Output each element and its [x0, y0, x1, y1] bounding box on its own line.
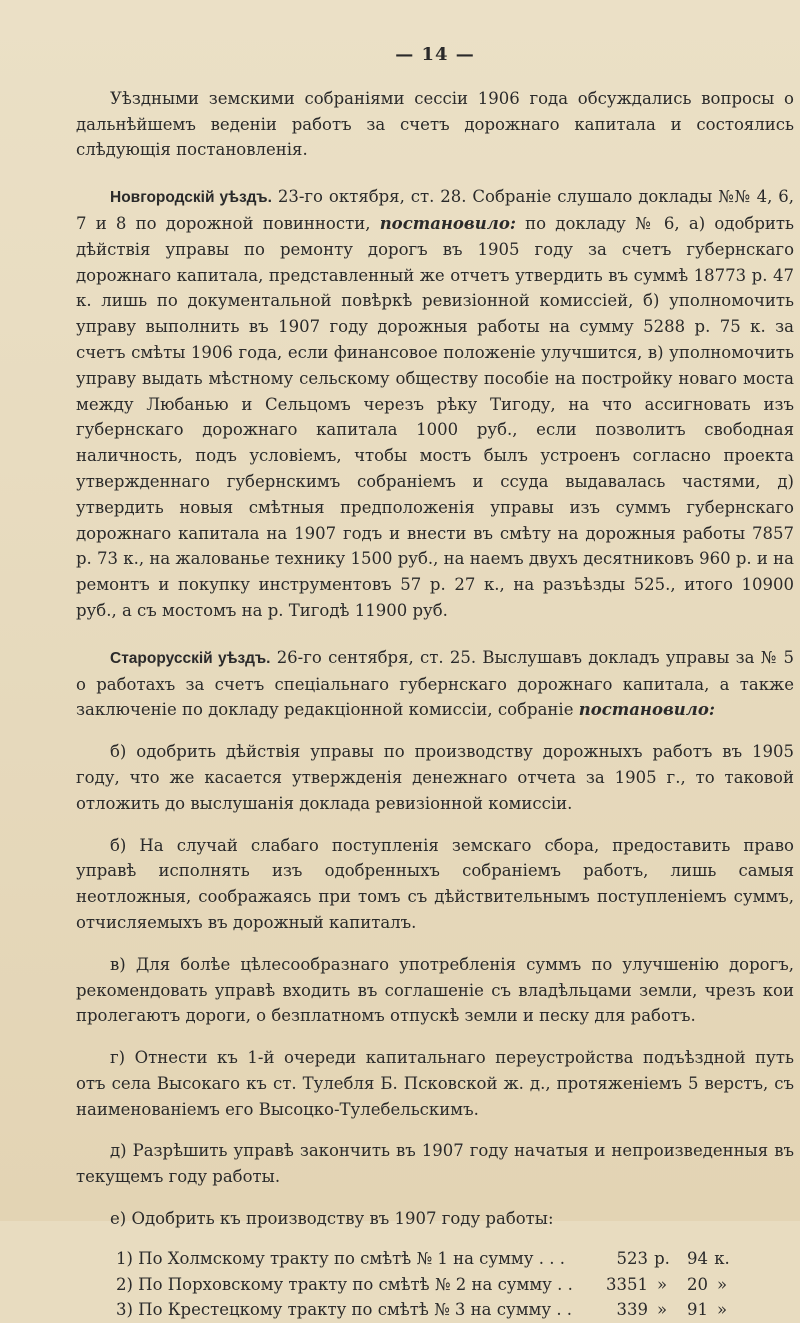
budget-item-kopecks: 94 — [687, 1248, 708, 1268]
budget-row — [116, 1297, 736, 1323]
staraya-russa-district-heading: Старорусскій уѣздъ. — [110, 649, 271, 667]
novgorod-text-b: по докладу № 6, а) одобрить дѣйствія управы по ремонту дорогъ въ 1905 году за счетъ губернскаго дорожнаго капитала, представленный же отчетъ утвердить въ суммѣ 18773 р. 47 к. лишь по документальной повѣркѣ ревизіонной комиссіей, б) уполномочить управу выполнить въ 1907 году дорожныя работы на сумму 5288 р. 75 к. за счетъ смѣты 1906 года, если финансовое положеніе улучшится, в) уполномочить управу выдать мѣстному сельскому обществу пособіе на постройку новаго моста между Любанью и Сельцомъ черезъ рѣку Тигоду, на что ассигновать изъ губернскаго дорожнаго капитала 1000 руб., если позволитъ свободная наличность, подъ условіемъ, чтобы мостъ былъ устроенъ согласно проекта утвержденнаго губернскимъ собраніемъ и ссуда выдавалась частями, д) утвердить новыя смѣтныя предположенія управы изъ суммъ губернскаго дорожнаго капитала на 1907 годъ и внести въ смѣту на дорожныя работы 7857 р. 73 к., на жалованье технику 1500 руб., на наемъ двухъ десятниковъ 960 р. и на ремонтъ и покупку инструментовъ 57 р. 27 к., на разъѣзды 525., итого 10900 руб., а съ мостомъ на р. Тигодѣ 11900 руб. — [76, 213, 794, 620]
resolution-item-d: д) Разрѣшить управѣ закончить въ 1907 году начатыя и непроизведенныя въ текущемъ году работы. — [76, 1141, 794, 1187]
budget-item-kopecks-unit: » — [716, 1274, 728, 1294]
budget-item-rubles: 523 — [616, 1248, 648, 1268]
budget-item-rubles-unit: » — [656, 1300, 668, 1320]
intro-paragraph: Уѣздными земскими собраніями сессіи 1906 года обсуждались вопросы о дальнѣйшемъ веденіи работъ за счетъ дорожнаго капитала и состоялись слѣдующія постановленія. — [76, 88, 794, 160]
budget-item-kopecks-unit: » — [716, 1300, 728, 1320]
novgorod-text-a: 23-го октября, ст. 28. Собраніе слушало доклады №№ 4, 6, 7 и 8 по дорожной повинности, — [76, 187, 794, 233]
budget-item-rubles-unit: » — [656, 1274, 668, 1294]
novgorod-decree: постановило: — [379, 213, 516, 233]
budget-item-rubles: 3351 — [606, 1274, 648, 1294]
budget-row — [116, 1272, 736, 1298]
budget-item-text: 3) По Крестецкому тракту по смѣтѣ № 3 на сумму . . — [116, 1300, 573, 1320]
budget-item-text: 1) По Холмскому тракту по смѣтѣ № 1 на сумму . . . — [116, 1248, 565, 1268]
budget-item-kopecks: 20 — [687, 1274, 708, 1294]
resolution-item-v: в) Для болѣе цѣлесообразнаго употребленія суммъ по улучшенію дорогъ, рекомендовать управѣ входить въ соглашеніе съ владѣльцами земли, чрезъ кои пролегаютъ дороги, о безплатномъ отпускѣ земли и песку для работъ. — [76, 954, 794, 1026]
page-number: — 14 — — [395, 44, 475, 65]
page-content — [76, 42, 794, 1323]
budget-row — [116, 1246, 736, 1272]
staraya-russa-decree: постановило: — [578, 700, 715, 720]
budget-item-kopecks: 91 — [687, 1300, 708, 1320]
resolution-item-b1: б) одобрить дѣйствія управы по производству дорожныхъ работъ въ 1905 году, что же касается утвержденія денежнаго отчета за 1905 г., то таковой отложить до выслушанія доклада ревизіонной комиссіи. — [76, 742, 794, 813]
budget-item-kopecks-unit: к. — [714, 1248, 730, 1268]
novgorod-district-heading: Новгородскій уѣздъ. — [110, 189, 272, 207]
staraya-russa-text-a: 26-го сентября, ст. 25. Выслушавъ докладъ управы за № 5 о работахъ за счетъ спеціальнаго губернскаго дорожнаго капитала, а также заключеніе по докладу редакціонной комиссіи, собраніе — [76, 647, 795, 720]
budget-list — [116, 1246, 736, 1323]
resolution-item-b2: б) На случай слабаго поступленія земскаго сбора, предоставить право управѣ исполнять изъ одобренныхъ собраніемъ работъ, лишь самыя неотложныя, соображаясь при томъ съ дѣйствительнымъ поступленіемъ суммъ, отчисляемыхъ въ дорожный капиталъ. — [76, 835, 794, 932]
resolution-item-e: е) Одобрить къ производству въ 1907 году работы: — [110, 1209, 554, 1229]
budget-item-rubles-unit: р. — [654, 1248, 670, 1268]
staraya-russa-paragraph — [76, 645, 794, 723]
budget-item-text: 2) По Порховскому тракту по смѣтѣ № 2 на сумму . . — [116, 1274, 573, 1294]
resolution-item-g: г) Отнести къ 1-й очереди капитальнаго переустройства подъѣздной путь отъ села Высокаго къ ст. Тулебля Б. Псковской ж. д., протяженіемъ 5 верстъ, съ наименованіемъ его Высоцко-Тулебельскимъ. — [76, 1048, 794, 1119]
budget-item-rubles: 339 — [616, 1300, 648, 1320]
novgorod-paragraph — [76, 184, 794, 624]
